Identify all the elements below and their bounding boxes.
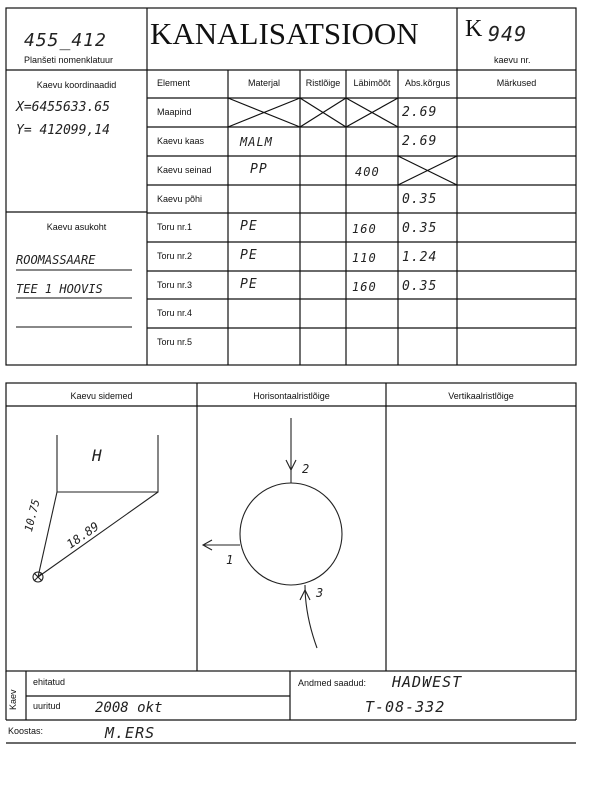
coordinate-y: Y= 412099,14 <box>16 123 110 138</box>
tie-distance-1: 10.75 <box>22 497 43 534</box>
data-from-value: HADWEST <box>392 673 463 691</box>
row-material: MALM <box>240 135 273 149</box>
page-title: KANALISATSIOON <box>150 16 419 51</box>
header-remarks: Märkused <box>496 78 537 88</box>
well-label: kaevu nr. <box>494 55 531 65</box>
location-line-1: ROOMASSAARE <box>16 253 96 267</box>
row-element: Toru nr.5 <box>157 337 193 347</box>
house-label: H <box>92 446 103 465</box>
header-abs-height: Abs.kõrgus <box>404 78 451 88</box>
row-material: PE <box>240 277 258 292</box>
row-diameter: 160 <box>352 222 377 236</box>
data-from-label: Andmed saadud: <box>298 678 367 688</box>
coordinates-label: Kaevu koordinaadid <box>36 80 117 90</box>
compiled-value: M.ERS <box>105 724 156 742</box>
pipe-1-label: 1 <box>226 553 235 567</box>
row-height: 2.69 <box>402 134 438 149</box>
tie-distance-2: 18.89 <box>64 519 102 552</box>
row-height: 0.35 <box>402 192 438 207</box>
section-vertical: Vertikaalristlõige <box>448 391 514 401</box>
row-height: 0.35 <box>402 221 438 236</box>
location-label: Kaevu asukoht <box>46 222 107 232</box>
well-prefix: K <box>465 16 483 42</box>
row-element: Toru nr.3 <box>157 280 193 290</box>
row-element: Kaevu seinad <box>157 165 212 175</box>
measured-label: uuritud <box>33 701 61 711</box>
header-element: Element <box>157 78 191 88</box>
measured-value: 2008 okt <box>95 700 163 716</box>
compiled-label: Koostas: <box>8 726 44 736</box>
header-diameter: Läbimõõt <box>353 78 391 88</box>
horizontal-section <box>203 418 342 648</box>
row-element: Maapind <box>157 107 192 117</box>
well-circle <box>240 483 342 585</box>
row-height: 2.69 <box>402 105 438 120</box>
nomenclature-label: Planšeti nomenklatuur <box>24 55 114 65</box>
section-horizontal: Horisontaalristlõige <box>253 391 330 401</box>
data-reference: T-08-332 <box>365 698 446 716</box>
row-height: 1.24 <box>402 250 438 265</box>
header-material: Materjal <box>247 78 280 88</box>
row-material: PE <box>240 219 258 234</box>
row-height: 0.35 <box>402 279 438 294</box>
header-cross-section: Ristlõige <box>305 78 341 88</box>
row-element: Toru nr.2 <box>157 251 193 261</box>
row-element: Kaevu põhi <box>157 194 203 204</box>
house-outline <box>57 435 158 492</box>
row-material: PP <box>250 162 268 177</box>
tie-line-2 <box>38 492 158 577</box>
row-element: Toru nr.1 <box>157 222 193 232</box>
row-element: Toru nr.4 <box>157 308 193 318</box>
pipe-2-label: 2 <box>302 462 311 476</box>
row-material: PE <box>240 248 258 263</box>
location-line-2: TEE 1 HOOVIS <box>16 282 103 296</box>
well-number: 949 <box>488 22 528 46</box>
section-ties: Kaevu sidemed <box>70 391 133 401</box>
nomenclature-value: 455_412 <box>24 30 107 51</box>
row-diameter: 160 <box>352 280 377 294</box>
row-diameter: 110 <box>352 251 377 265</box>
pipe-3-label: 3 <box>316 586 325 600</box>
built-label: ehitatud <box>33 677 66 687</box>
well-vertical-label: Kaev <box>8 689 18 710</box>
row-element: Kaevu kaas <box>157 136 205 146</box>
row-diameter: 400 <box>355 165 380 179</box>
coordinate-x: X=6455633.65 <box>16 100 110 115</box>
